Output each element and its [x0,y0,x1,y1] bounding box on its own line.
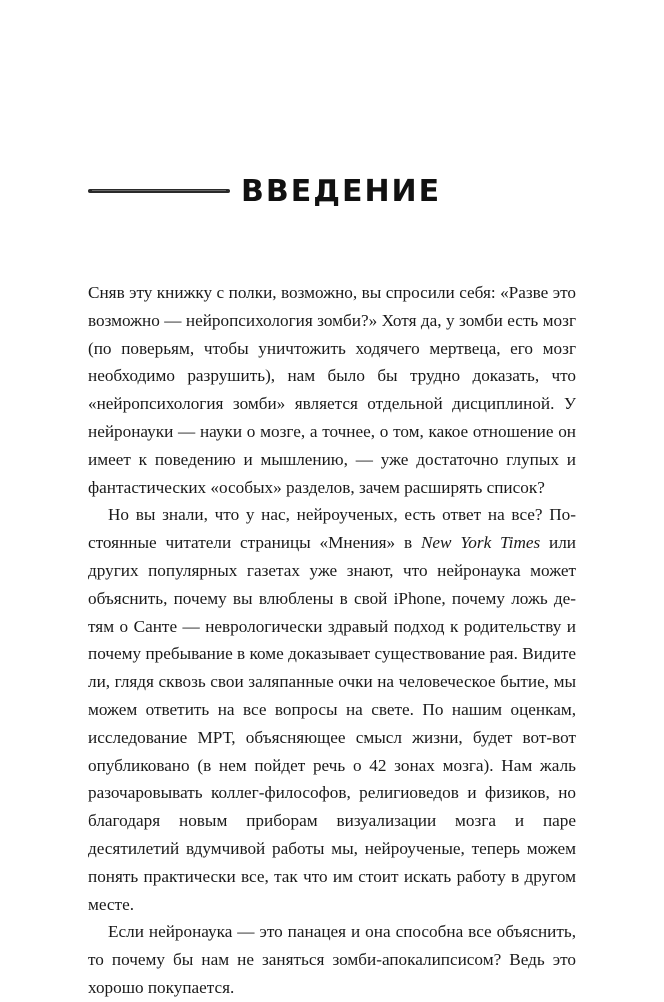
chapter-title: ВВЕДЕНИЕ [241,174,442,209]
paragraph-2-text-end: или других популярных газетах уже знают, что нейронаука может объяснить, почему вы влюблены в свой iPhone, почему ложь детям о Санте — неврологически здравый подход к родительству и почему пребывание в коме доказывает существование рая. Видите ли, глядя сквозь свои заляпанные очки на человеческое бытие, мы можем ответить на все вопросы на свете. По нашим оценкам, исследование МРТ, объясняющее смысл жизни, будет вот-вот опубликовано (в нем пойдет речь о 42 зонах мозга). Нам жаль разочаровывать коллег-философов, религиоведов и физиков, но благодаря новым приборам визуализации мозга и паре десятилетий вдумчивой работы мы, нейроученые, теперь можем понять практически все, так что им стоит искать работу в другом месте. [88,533,576,914]
paragraph-1: Сняв эту книжку с полки, возможно, вы спросили себя: «Разве это возможно — нейропсихология зомби?» Хотя да, у зомби есть мозг (по поверьям, чтобы уничтожить ходячего мертвеца, его мозг необходимо разрушить), нам было бы трудно доказать, что «нейропсихология зомби» является отдельной дисциплиной. У нейронауки — науки о мозге, а точнее, о том, какое отношение он имеет к поведению и мышлению, — уже достаточно глупых и фантастических «особых» разделов, зачем расширять список? [88,283,576,497]
paragraph-2 [88,501,576,918]
chapter-body [88,279,576,1002]
heading-rule-decoration [88,189,230,193]
chapter-heading [88,170,588,214]
paragraph-2-text-start: Но вы знали, что у нас, нейроученых, есть ответ на все? Постоянные читатели страницы «Мнения» в [88,505,576,553]
newspaper-title: New York Times [420,533,541,553]
paragraph-3: Если нейронаука — это панацея и она способна все объяснить, то почему бы нам не заняться зомби-апокалипсисом? Ведь это хорошо покупается. [88,922,576,997]
